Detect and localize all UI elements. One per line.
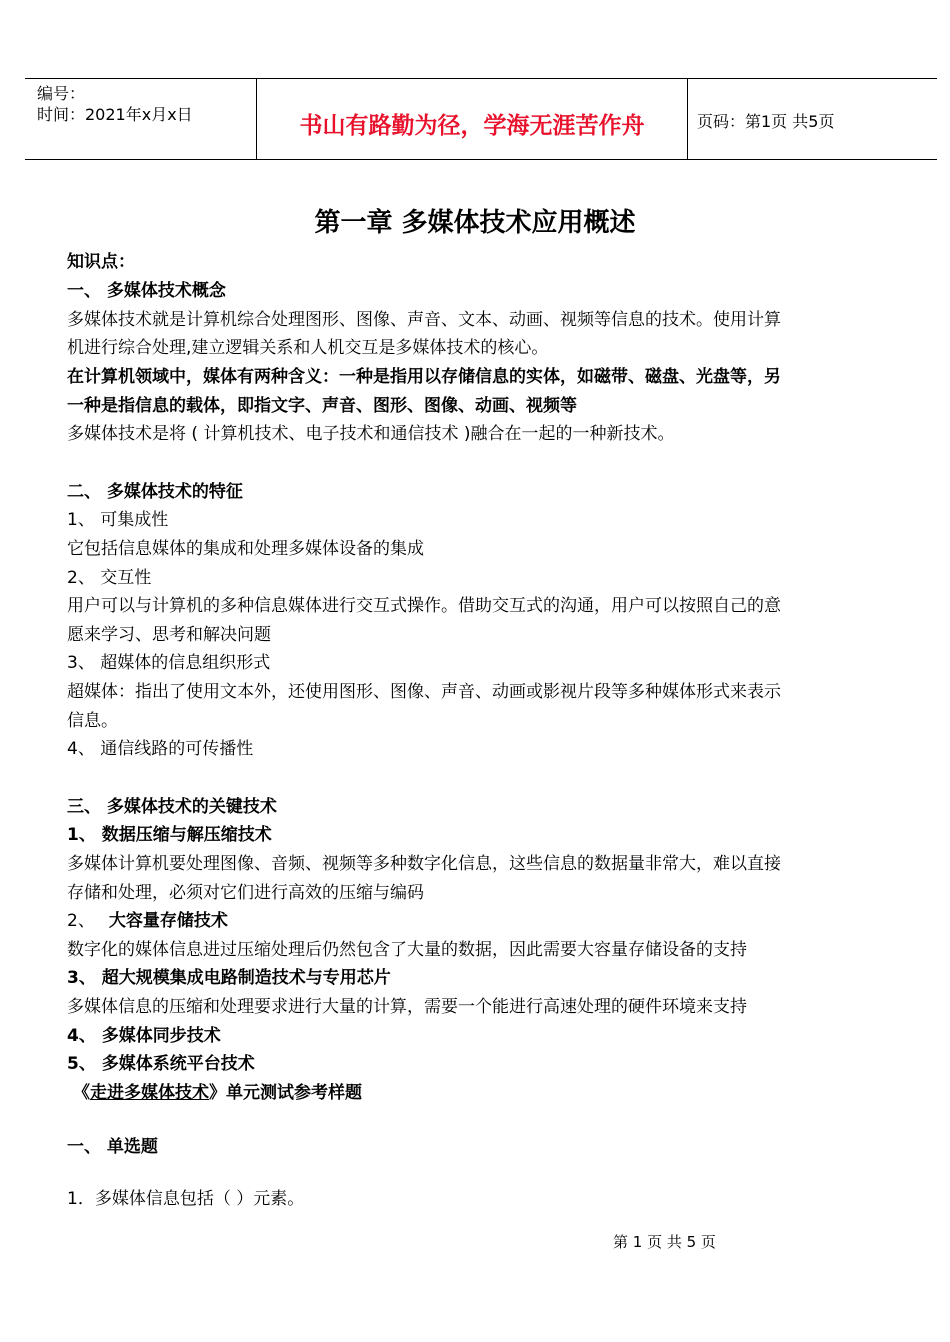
header-page-label: 页码：第1页 共5页 (697, 112, 835, 131)
header-meta (37, 83, 193, 125)
list-item-label: 大容量存储技术 (108, 911, 228, 931)
page-footer: 第 1 页 共 5 页 (613, 1233, 716, 1251)
text-line: 多媒体计算机要处理图像、音频、视频等多种数字化信息，这些信息的数据量非常大，难以直接 (67, 854, 781, 874)
text-line: 超媒体：指出了使用文本外，还使用图形、图像、声音、动画或影视片段等多种媒体形式来表示 (67, 682, 781, 702)
header-divider (687, 79, 688, 159)
text-line: 用户可以与计算机的多种信息媒体进行交互式操作。借助交互式的沟通，用户可以按照自己的意 (67, 596, 781, 616)
text-line: 愿来学习、思考和解决问题 (67, 625, 271, 645)
header-number-label: 编号： (37, 84, 86, 103)
list-item: 1、 数据压缩与解压缩技术 (67, 825, 272, 845)
section-heading: 三、 多媒体技术的关键技术 (67, 797, 277, 817)
text-line: 信息。 (67, 711, 118, 731)
chapter-title: 第一章 多媒体技术应用概述 (314, 208, 636, 238)
list-number: 2、 (67, 911, 95, 931)
text-line: 机进行综合处理,建立逻辑关系和人机交互是多媒体技术的核心。 (67, 338, 549, 358)
text-line: 数字化的媒体信息进过压缩处理后仍然包含了大量的数据，因此需要大容量存储设备的支持 (67, 940, 747, 960)
list-item (67, 910, 228, 932)
book-title-open-mark: 《 (73, 1083, 90, 1103)
text-line: 一种是指信息的载体，即指文字、声音、图形、图像、动画、视频等 (67, 396, 577, 416)
test-heading (73, 1082, 362, 1104)
list-item: 3、 超大规模集成电路制造技术与专用芯片 (67, 968, 391, 988)
header-motto: 书山有路勤为径，学海无涯苦作舟 (299, 113, 645, 139)
section-heading: 一、 多媒体技术概念 (67, 281, 226, 301)
list-item: 4、 通信线路的可传播性 (67, 739, 254, 759)
list-item: 3、 超媒体的信息组织形式 (67, 653, 271, 673)
list-item: 2、 交互性 (67, 568, 152, 588)
header-time-label: 时间：2021年x月x日 (37, 105, 193, 124)
text-line: 知识点： (67, 252, 135, 272)
text-line: 多媒体技术就是计算机综合处理图形、图像、声音、文本、动画、视频等信息的技术。使用计算 (67, 310, 781, 330)
text-line: 多媒体技术是将 ( 计算机技术、电子技术和通信技术 )融合在一起的一种新技术。 (67, 424, 675, 444)
test-heading-rest: 》单元测试参考样题 (209, 1083, 362, 1103)
text-line: 存储和处理，必须对它们进行高效的压缩与编码 (67, 883, 424, 903)
section-heading: 一、 单选题 (67, 1137, 158, 1157)
text-line: 多媒体信息的压缩和处理要求进行大量的计算，需要一个能进行高速处理的硬件环境来支持 (67, 997, 747, 1017)
list-item: 1、 可集成性 (67, 510, 169, 530)
document-header-table (25, 78, 937, 160)
list-item: 4、 多媒体同步技术 (67, 1026, 221, 1046)
section-heading: 二、 多媒体技术的特征 (67, 482, 243, 502)
book-title-link[interactable]: 走进多媒体技术 (90, 1083, 209, 1103)
question-item: 1．多媒体信息包括（ ）元素。 (67, 1189, 305, 1209)
list-item: 5、 多媒体系统平台技术 (67, 1054, 255, 1074)
text-line: 在计算机领域中，媒体有两种含义：一种是指用以存储信息的实体，如磁带、磁盘、光盘等，另 (67, 367, 781, 387)
text-line: 它包括信息媒体的集成和处理多媒体设备的集成 (67, 539, 424, 559)
